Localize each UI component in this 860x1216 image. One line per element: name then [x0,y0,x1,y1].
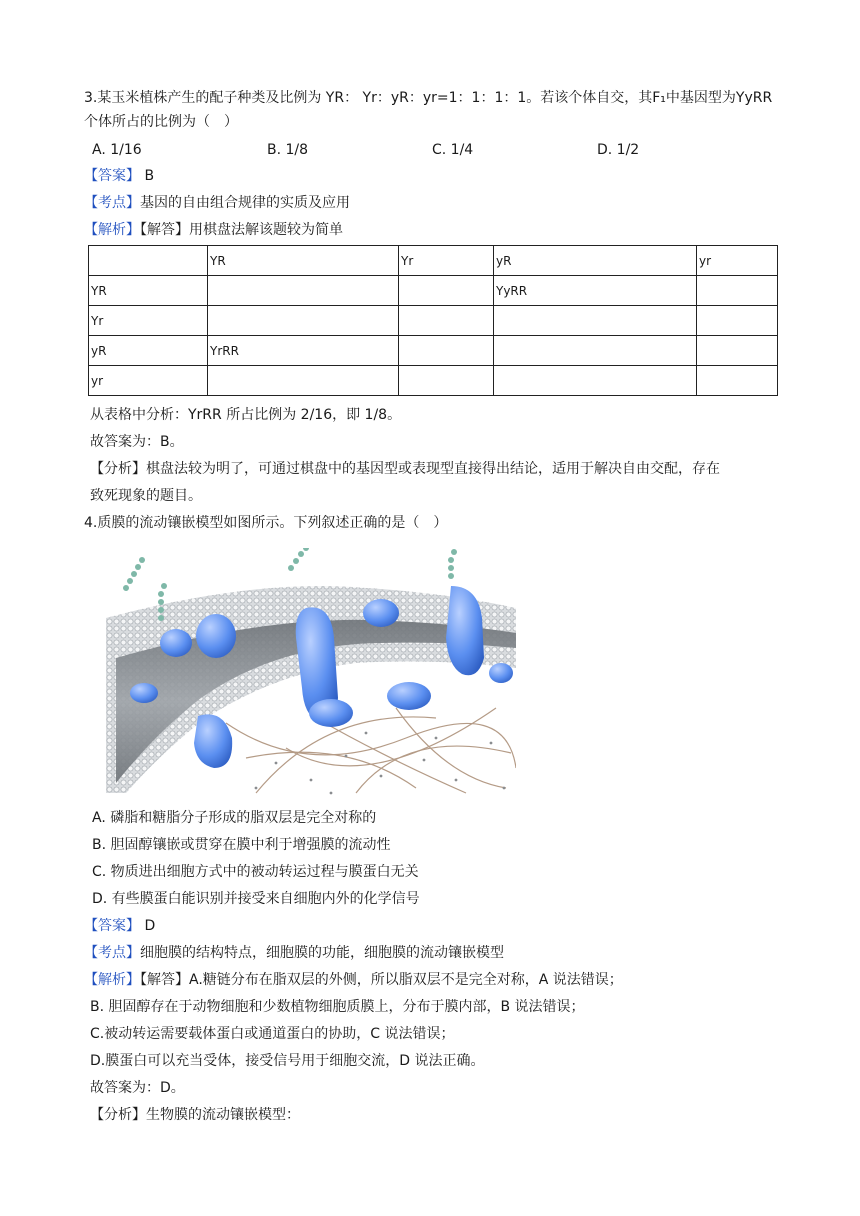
table-cell: yr [697,246,778,276]
table-row [89,336,778,366]
table-row [89,276,778,306]
q3-stem-line2: 个体所占的比例为（ ） [84,114,238,130]
table-cell [494,366,697,396]
table-cell [208,366,399,396]
table-cell: yR [89,336,208,366]
q3-after1: 从表格中分析：YrRR 所占比例为 2/16，即 1/8。 [90,407,402,423]
q4-conclusion: 故答案为：D。 [90,1080,185,1096]
table-cell: YR [208,246,399,276]
q3-fenxi-line1: 【分析】棋盘法较为明了，可通过棋盘中的基因型或表现型直接得出结论，适用于解决自由交配，存在 [90,461,720,477]
table-cell: Yr [89,306,208,336]
q3-answer [84,166,154,186]
table-cell [697,306,778,336]
answer-tag: 【答案】 [84,918,140,934]
q3-kaodian [84,193,350,213]
table-cell: YrRR [208,336,399,366]
table-cell [399,366,494,396]
q3-jiexi [84,220,343,240]
table-cell: Yr [399,246,494,276]
q4-jiexi [84,970,623,990]
q4-line-c: C.被动转运需要载体蛋白或通道蛋白的协助，C 说法错误； [90,1026,455,1042]
table-cell [697,276,778,306]
q3-option-c: C. 1/4 [432,142,474,158]
q4-option-a: A. 磷脂和糖脂分子形成的脂双层是完全对称的 [92,810,377,826]
q4-kaodian [84,943,504,963]
q4-option-d: D. 有些膜蛋白能识别并接受来自细胞内外的化学信号 [92,891,420,907]
q4-line-b: B. 胆固醇存在于动物细胞和少数植物细胞质膜上，分布于膜内部，B 说法错误； [90,999,585,1015]
table-cell [399,276,494,306]
table-cell [89,246,208,276]
table-cell [697,336,778,366]
jiexi-tag: 【解析】 [84,222,140,238]
jiexi-tag: 【解析】 [84,972,140,988]
table-row [89,306,778,336]
answer-tag: 【答案】 [84,168,140,184]
q3-option-d: D. 1/2 [597,142,640,158]
q3-option-b: B. 1/8 [267,142,309,158]
cytoskeleton-fibers [226,708,516,793]
q3-options [92,140,792,160]
table-cell: YyRR [494,276,697,306]
kaodian-text: 基因的自由组合规律的实质及应用 [140,195,350,211]
table-row [89,246,778,276]
punnett-table [88,245,778,396]
q3-fenxi-line2: 致死现象的题目。 [90,488,202,504]
table-cell [494,336,697,366]
table-cell [208,276,399,306]
kaodian-tag: 【考点】 [84,195,140,211]
table-cell [399,306,494,336]
kaodian-tag: 【考点】 [84,945,140,961]
membrane-illustration [106,548,516,798]
q3-option-a: A. 1/16 [92,142,142,158]
answer-value: B [144,168,155,184]
q4-stem: 4.质膜的流动镶嵌模型如图所示。下列叙述正确的是（ ） [84,515,448,531]
q4-option-c: C. 物质进出细胞方式中的被动转运过程与膜蛋白无关 [92,864,419,880]
kaodian-text: 细胞膜的结构特点，细胞膜的功能，细胞膜的流动镶嵌模型 [140,945,504,961]
q3-stem-line1: 3.某玉米植株产生的配子种类及比例为 YR： Yr：yR：yr=1：1：1：1。若该个体自交，其F₁中基因型为YyRR [84,90,773,106]
q4-line-d: D.膜蛋白可以充当受体，接受信号用于细胞交流，D 说法正确。 [90,1053,485,1069]
q4-option-b: B. 胆固醇镶嵌或贯穿在膜中利于增强膜的流动性 [92,837,391,853]
table-cell: YR [89,276,208,306]
q4-answer [84,916,155,936]
table-row [89,366,778,396]
jiexi-text: 【解答】A.糖链分布在脂双层的外侧，所以脂双层不是完全对称，A 说法错误； [140,972,623,988]
answer-value: D [144,918,156,934]
table-cell [697,366,778,396]
q3-after2: 故答案为：B。 [90,434,184,450]
table-cell [399,336,494,366]
table-cell [208,306,399,336]
jiexi-text: 【解答】用棋盘法解该题较为简单 [140,222,343,238]
q4-fenxi: 【分析】生物膜的流动镶嵌模型： [90,1107,300,1123]
table-cell: yR [494,246,697,276]
table-cell [494,306,697,336]
table-cell: yr [89,366,208,396]
